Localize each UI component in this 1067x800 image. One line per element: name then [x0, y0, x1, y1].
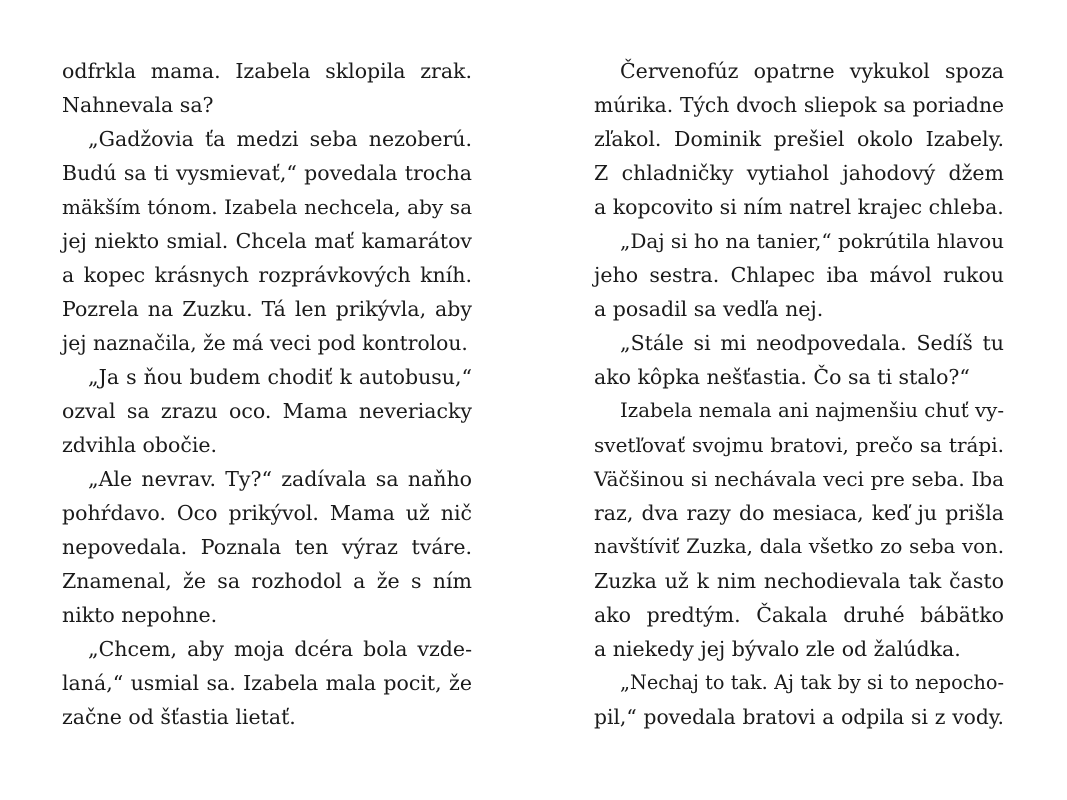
text-line: „Chcem, aby moja dcéra bola vzde-	[88, 637, 472, 661]
text-line: pil,“ povedala bratovi a odpila si z vody.	[594, 705, 1004, 729]
text-line: Pozrela na Zuzku. Tá len prikývla, aby	[62, 297, 472, 321]
text-line: múrika. Tých dvoch sliepok sa poriadne	[594, 93, 1004, 117]
text-line: a kopec krásnych rozprávkových kníh.	[62, 263, 472, 287]
text-line: pohŕdavo. Oco prikývol. Mama už nič	[62, 501, 472, 525]
text-line: Zuzka už k nim nechodievala tak často	[594, 569, 1004, 593]
text-line: „Ale nevrav. Ty?“ zadívala sa naňho	[88, 467, 472, 491]
text-line: ako kôpka nešťastia. Čo sa ti stalo?“	[594, 365, 970, 389]
text-line: Budú sa ti vysmievať,“ povedala trocha	[62, 161, 472, 185]
text-line: Nahnevala sa?	[62, 93, 214, 117]
text-line: nikto nepohne.	[62, 603, 218, 627]
text-line: mäkším tónom. Izabela nechcela, aby sa	[62, 195, 472, 219]
text-line: a niekedy jej bývalo zle od žalúdka.	[594, 637, 961, 661]
text-line: laná,“ usmial sa. Izabela mala pocit, že	[62, 671, 472, 695]
text-line: „Ja s ňou budem chodiť k autobusu,“	[88, 365, 472, 389]
text-line: Z chladničky vytiahol jahodový džem	[594, 161, 1004, 185]
text-line: zľakol. Dominik prešiel okolo Izabely.	[594, 127, 1004, 151]
text-line: Znamenal, že sa rozhodol a že s ním	[62, 569, 472, 593]
text-line: Izabela nemala ani najmenšiu chuť vy-	[620, 399, 1004, 422]
text-line: „Stále si mi neodpovedala. Sedíš tu	[620, 331, 1004, 355]
text-line: ozval sa zrazu oco. Mama neveriacky	[62, 399, 472, 423]
text-line: zdvihla obočie.	[62, 433, 218, 457]
text-line: nepovedala. Poznala ten výraz tváre.	[62, 535, 472, 559]
text-line: Červenofúz opatrne vykukol spoza	[620, 59, 1004, 83]
text-line: raz, dva razy do mesiaca, keď ju prišla	[594, 501, 1004, 525]
text-line: svetľovať svojmu bratovi, prečo sa trápi.	[594, 433, 1004, 457]
right-page	[594, 54, 1004, 734]
text-line: „Gadžovia ťa medzi seba nezoberú.	[88, 127, 472, 151]
left-page	[62, 54, 472, 734]
text-line: „Nechaj to tak. Aj tak by si to nepocho-	[620, 671, 1004, 694]
text-line: ako predtým. Čakala druhé bábätko	[594, 603, 1004, 627]
text-line: jeho sestra. Chlapec iba mávol rukou	[594, 263, 1004, 287]
text-line: a kopcovito si ním natrel krajec chleba.	[594, 195, 1004, 219]
text-line: a posadil sa vedľa nej.	[594, 297, 824, 321]
text-line: navštíviť Zuzka, dala všetko zo seba von.	[594, 535, 1004, 558]
text-line: „Daj si ho na tanier,“ pokrútila hlavou	[620, 229, 1004, 253]
text-line: odfrkla mama. Izabela sklopila zrak.	[62, 59, 472, 83]
text-line: jej niekto smial. Chcela mať kamarátov	[62, 229, 472, 253]
text-line: začne od šťastia lietať.	[62, 705, 296, 729]
text-line: Väčšinou si nechávala veci pre seba. Iba	[594, 467, 1004, 491]
text-line: jej naznačila, že má veci pod kontrolou.	[62, 331, 468, 355]
